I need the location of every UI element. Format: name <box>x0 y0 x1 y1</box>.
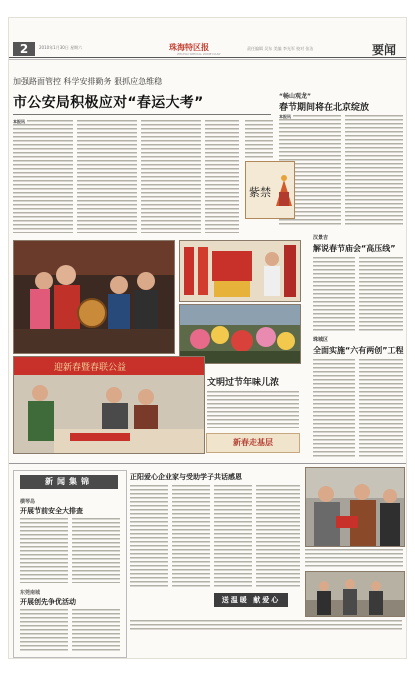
news-item-headline: 开展创先争优活动 <box>20 598 76 606</box>
bottom-center-text-2 <box>172 484 210 588</box>
headline-rule <box>13 114 271 115</box>
collage-banner: 新春走基层 <box>206 433 300 453</box>
newspaper-page <box>9 18 406 658</box>
right-top-kicker: “畅山观龙” <box>279 93 311 100</box>
news-roundup-box <box>13 470 127 658</box>
photo-flower-market <box>179 304 301 364</box>
news-item-text <box>20 517 68 583</box>
photo-sign-text: 迎新春暨春联公益 <box>54 363 127 373</box>
news-item-text <box>20 608 68 652</box>
news-item-kicker: 横琴岛 <box>20 499 36 505</box>
masthead-rule <box>9 57 406 58</box>
date-line: 2010年1月30日 星期六 <box>39 45 83 50</box>
masthead-rule-thin <box>9 59 406 60</box>
right-top-headline: 春节期间将在北京绽放 <box>279 103 370 113</box>
bottom-footnote <box>130 619 402 631</box>
paper-name-en: ZHUHAI SPECIAL ZONE DAILY <box>177 52 221 56</box>
photo-caption <box>305 548 403 568</box>
bottom-rule <box>9 463 406 464</box>
bottom-center-text-3 <box>214 484 252 588</box>
right-mid2-kicker: 珠城区 <box>313 337 329 343</box>
page-number: 2 <box>13 42 35 56</box>
photo-group-outdoor <box>305 571 405 617</box>
right-top-text-2 <box>345 114 403 226</box>
lead-text-col-4 <box>205 119 239 233</box>
lead-kicker: 加强路面管控 科学安排勤务 狠抓应急维稳 <box>13 77 163 86</box>
photo-market-couplets <box>179 240 301 302</box>
masthead <box>9 40 406 58</box>
paper-name: 珠海特区报 <box>169 43 209 52</box>
lead-byline: 本报讯 <box>13 119 25 124</box>
news-item-text <box>72 608 120 652</box>
collage-caption-title: 文明过节年味儿浓 <box>207 378 280 388</box>
photo-crowd-drum <box>13 240 175 354</box>
news-item-headline: 开展节前安全大排查 <box>20 507 83 515</box>
lead-headline: 市公安局积极应对“春运大考” <box>13 95 204 111</box>
right-mid-text-2 <box>359 256 403 332</box>
lead-text-col-5 <box>245 119 273 159</box>
lead-text-col-2 <box>77 119 137 233</box>
right-mid-headline: 解说春节庙会“高压线” <box>313 244 396 253</box>
right-mid-kicker: 汉景吉 <box>313 235 329 241</box>
bottom-center-text-1 <box>130 484 168 588</box>
news-roundup-banner: 新闻集锦 <box>20 475 118 489</box>
news-item-kicker: 东莞南城 <box>20 590 41 596</box>
footer-banner: 送温暖 献爱心 <box>214 593 288 607</box>
bottom-center-text-4 <box>256 484 300 588</box>
right-top-byline: 本报讯 <box>279 114 291 119</box>
right-mid-text-1 <box>313 256 355 332</box>
lead-text-col-1 <box>13 119 73 233</box>
photo-donation-handover <box>305 467 405 547</box>
right-mid2-headline: 全面实施“六有两创”工程 <box>313 346 404 355</box>
poster-text: 紫禁 <box>249 186 271 199</box>
news-item-text <box>72 517 120 583</box>
lead-text-col-3 <box>141 119 201 233</box>
section-title: 要闻 <box>371 43 396 57</box>
editor-line: 责任编辑 吴东 美编 李光军 校对 张洁 <box>247 46 314 51</box>
collage-caption-text <box>207 390 299 428</box>
right-mid2-text-2 <box>359 358 403 458</box>
poster-image <box>245 161 295 219</box>
bottom-center-headline: 正阳爱心企业家与受助学子共话感恩 <box>130 473 242 481</box>
photo-calligraphy-booth <box>13 356 205 454</box>
right-mid2-text-1 <box>313 358 355 458</box>
